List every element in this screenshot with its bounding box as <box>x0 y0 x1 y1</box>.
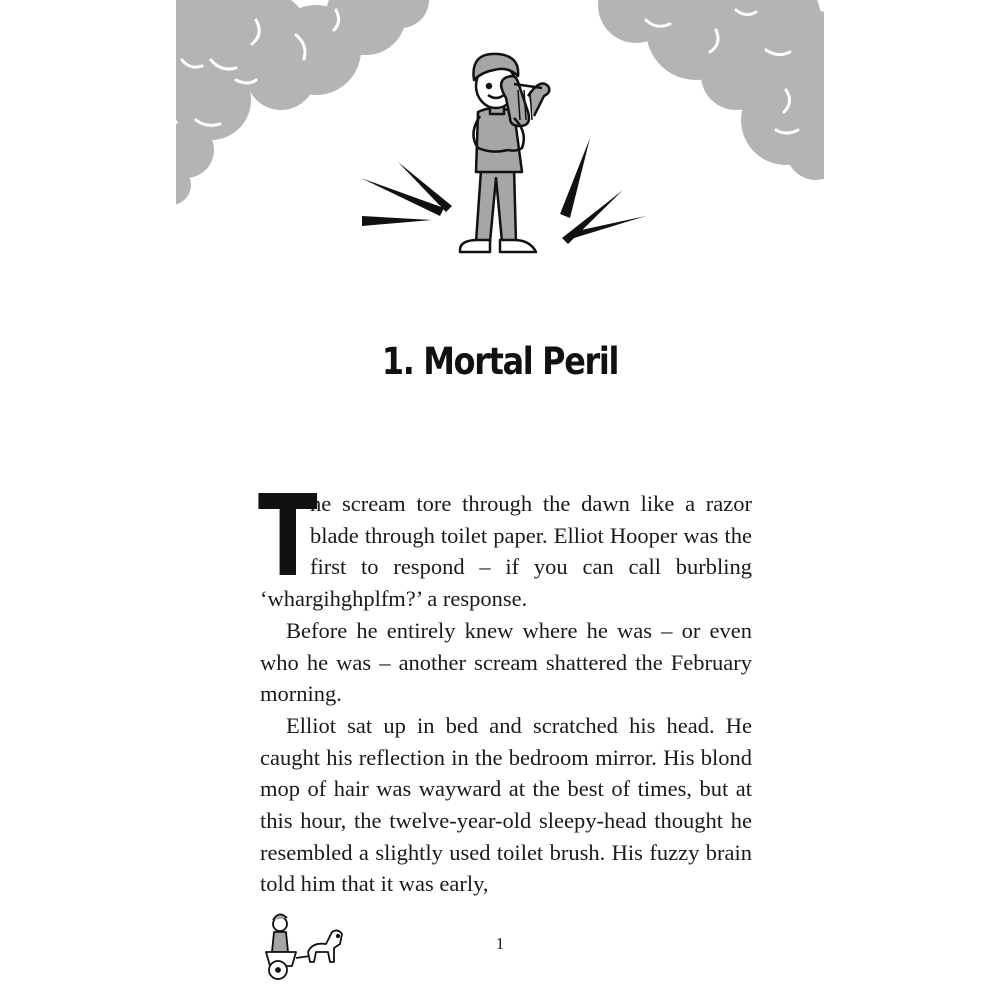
boy-with-lyre-icon <box>460 54 549 252</box>
right-cloud-icon <box>598 0 824 180</box>
chapter-header-illustration <box>176 0 824 270</box>
paragraph-3: Elliot sat up in bed and scratched his head. He caught his reflection in the bedroom mirror. His blond mop of hair was wayward at the best of times, but at this hour, the twelve-year-old sleepy-head thought he resembled a slightly used toilet brush. His fuzzy brain told him that it was early, <box>260 712 752 897</box>
burst-lines-left-icon <box>361 162 452 226</box>
chapter-title: 1. Mortal Peril <box>381 340 619 383</box>
chapter-body <box>258 472 752 900</box>
paragraph-2: Before he entirely knew where he was – or even who he was – another scream shattered the February morning. <box>260 617 752 707</box>
burst-lines-right-icon <box>560 138 646 244</box>
book-page <box>176 0 824 1000</box>
left-cloud-icon <box>176 0 429 205</box>
paragraph-1 <box>258 472 752 615</box>
page-number: 1 <box>495 934 505 953</box>
paragraph-1-text: he scream tore through the dawn like a razor blade through toilet paper. Elliot Hooper was the first to respond – if you can call burbling ‘whargihghplfm?’ a response. <box>260 491 752 612</box>
drop-cap: T <box>258 472 318 602</box>
